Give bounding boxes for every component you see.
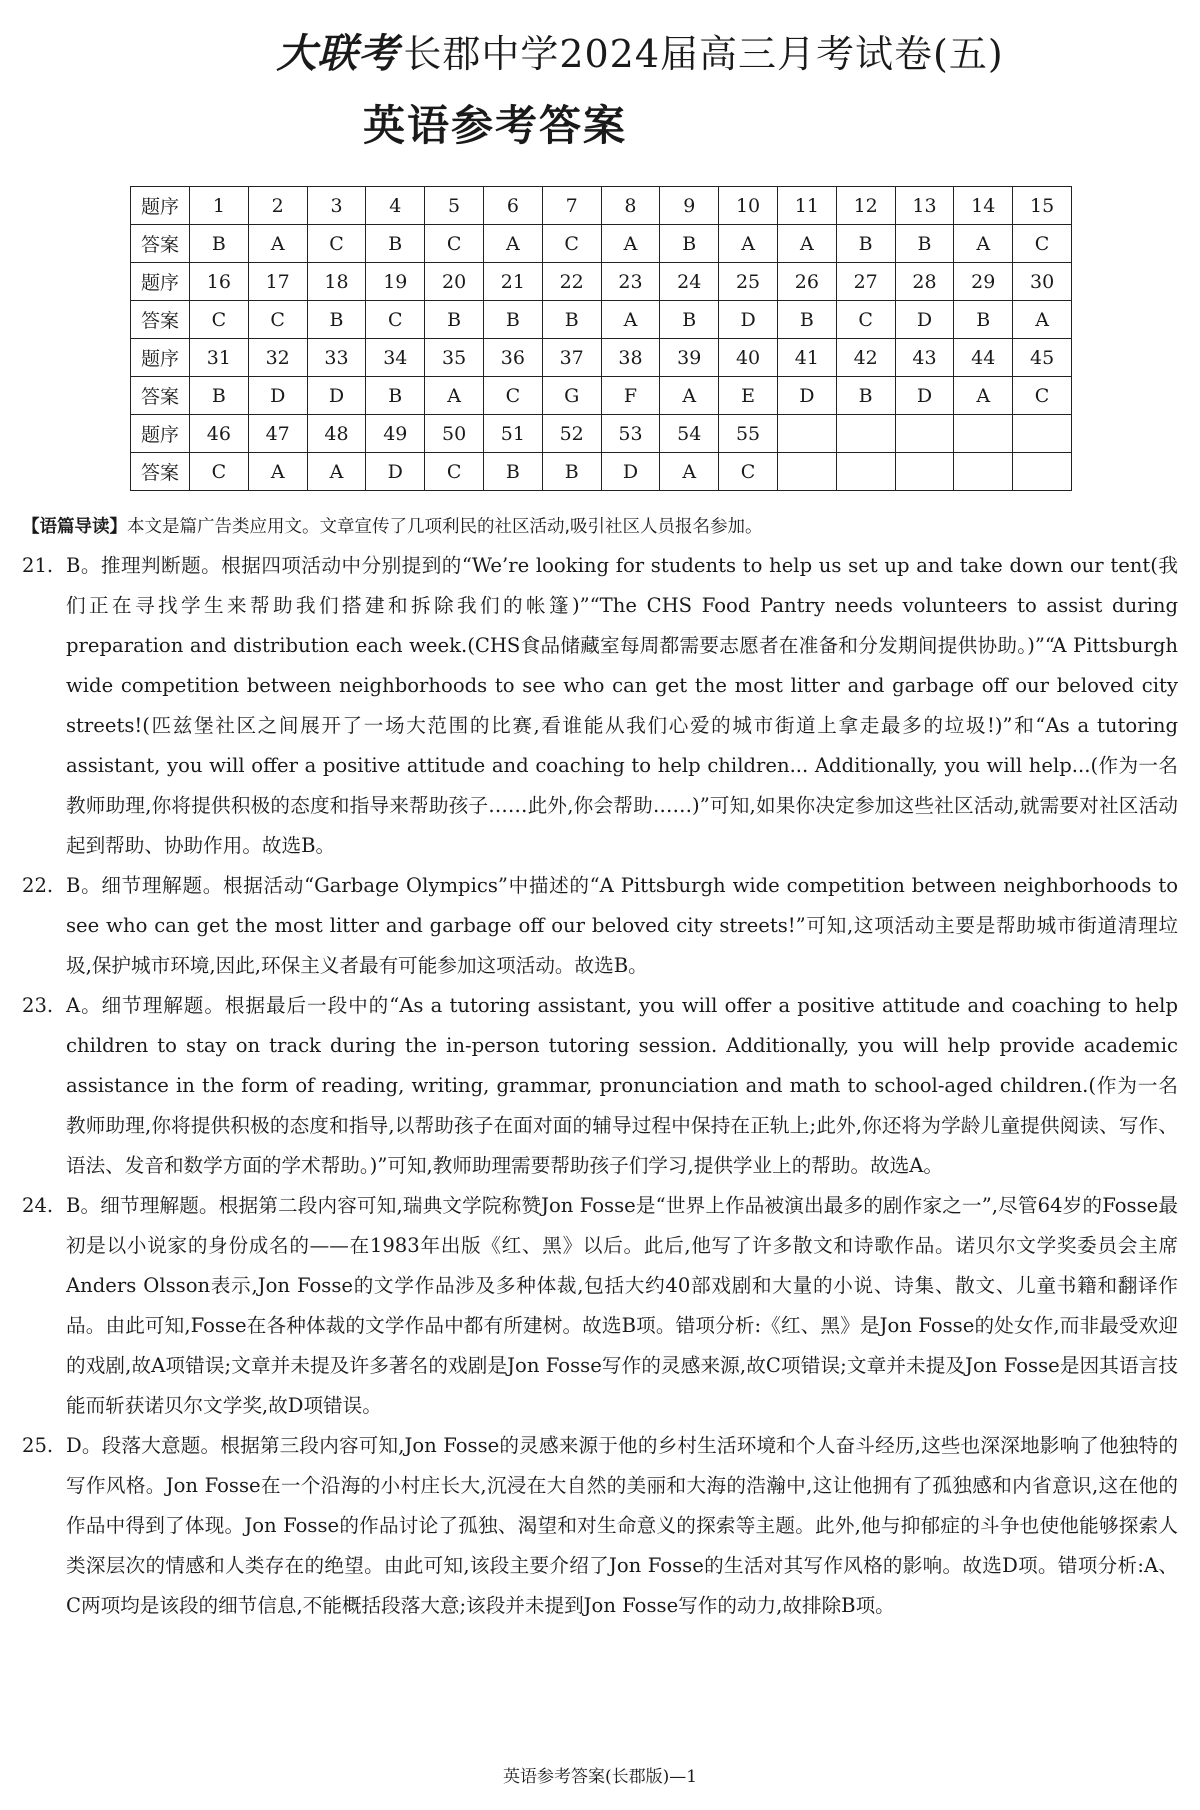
table-row [131,339,1072,377]
table-cell: C [190,301,249,339]
table-row [131,453,1072,491]
item-number: 22. [22,874,54,897]
table-cell: C [719,453,778,491]
table-cell: 4 [366,187,425,225]
table-cell: B [660,301,719,339]
table-cell: A [719,225,778,263]
table-cell: B [954,301,1013,339]
table-cell: 51 [483,415,542,453]
table-cell: 29 [954,263,1013,301]
table-cell: A [307,453,366,491]
page-header [0,22,1200,153]
row-header: 答案 [131,377,190,415]
table-row [131,187,1072,225]
table-cell: 6 [483,187,542,225]
table-cell [954,453,1013,491]
table-cell: C [483,377,542,415]
table-cell: 14 [954,187,1013,225]
table-cell: A [483,225,542,263]
table-cell: 25 [719,263,778,301]
table-cell [954,415,1013,453]
table-cell: 9 [660,187,719,225]
answer-key-title: 英语参考答案 [362,101,627,150]
table-cell: 20 [425,263,484,301]
table-cell: A [777,225,836,263]
table-row [131,301,1072,339]
table-cell: 30 [1013,263,1072,301]
table-cell: B [836,377,895,415]
item-text: B。细节理解题。根据第二段内容可知,瑞典文学院称赞Jon Fosse是“世界上作品被演出最多的剧作家之一”,尽管64岁的Fosse最初是以小说家的身份成名的——在1983年出版《红、黑》以后。此后,他写了许多散文和诗歌作品。诺贝尔文学奖委员会主席Anders Olsson表示,Jon Fosse的文学作品涉及多种体裁,包括大约40部戏剧和大量的小说、诗集、散文、儿童书籍和翻译作品。由此可知,Fosse在各种体裁的文学作品中都有所建树。故选B项。错项分析:《红、黑》是Jon Fosse的处女作,而非最受欢迎的戏剧,故A项错误;文章并未提及许多著名的戏剧是Jon Fosse写作的灵感来源,故C项错误;文章并未提及Jon Fosse是因其语言技能而斩获诺贝尔文学奖,故D项错误。 [66,1194,1178,1417]
table-cell: B [836,225,895,263]
table-cell: 44 [954,339,1013,377]
table-cell [777,415,836,453]
table-cell: E [719,377,778,415]
table-cell: B [542,453,601,491]
table-cell: 32 [248,339,307,377]
table-cell: 5 [425,187,484,225]
table-cell: D [248,377,307,415]
item-number: 23. [22,994,54,1017]
row-header: 题序 [131,187,190,225]
table-cell: C [366,301,425,339]
table-cell: 10 [719,187,778,225]
table-row [131,263,1072,301]
table-cell: 15 [1013,187,1072,225]
table-cell: 7 [542,187,601,225]
table-cell: 2 [248,187,307,225]
table-cell: 40 [719,339,778,377]
table-cell: C [248,301,307,339]
row-header: 答案 [131,453,190,491]
table-cell: D [895,377,954,415]
table-cell: 43 [895,339,954,377]
table-cell: B [483,301,542,339]
table-cell: 13 [895,187,954,225]
table-cell: C [307,225,366,263]
table-cell [836,415,895,453]
table-cell: 19 [366,263,425,301]
table-cell: 55 [719,415,778,453]
table-cell: C [1013,225,1072,263]
explanation-item [22,986,1178,1186]
table-cell: D [719,301,778,339]
table-cell: B [542,301,601,339]
row-header: 题序 [131,339,190,377]
table-cell: F [601,377,660,415]
row-header: 题序 [131,263,190,301]
table-cell: 39 [660,339,719,377]
table-cell: G [542,377,601,415]
explanation-item [22,866,1178,986]
table-cell: B [895,225,954,263]
table-cell: C [1013,377,1072,415]
table-cell: B [366,377,425,415]
table-cell: C [542,225,601,263]
table-cell: C [190,453,249,491]
table-cell: A [954,225,1013,263]
table-cell: 1 [190,187,249,225]
table-cell [895,453,954,491]
table-cell: A [425,377,484,415]
table-cell: 8 [601,187,660,225]
table-cell: 37 [542,339,601,377]
table-cell: 42 [836,339,895,377]
table-cell: 52 [542,415,601,453]
item-text: B。推理判断题。根据四项活动中分别提到的“We’re looking for students to help us set up and take down our tent(我们正在寻找学生来帮助我们搭建和拆除我们的帐篷)”“The CHS Food Pantry needs volunteers to assist during preparation and distribution each week.(CHS食品储藏室每周都需要志愿者在准备和分发期间提供协助。)”“A Pittsburgh wide competition between neighborhoods to see who can get the most litter and garbage off our beloved city streets!(匹兹堡社区之间展开了一场大范围的比赛,看谁能从我们心爱的城市街道上拿走最多的垃圾!)”和“As a tutoring assistant, you will offer a positive attitude and coaching to help children... Additionally, you will help...(作为一名教师助理,你将提供积极的态度和指导来帮助孩子……此外,你会帮助……)”可知,如果你决定参加这些社区活动,就需要对社区活动起到帮助、协助作用。故选B。 [66,554,1178,857]
explanation-item [22,546,1178,866]
item-number: 21. [22,554,54,577]
table-cell: 27 [836,263,895,301]
table-cell: C [425,453,484,491]
item-number: 25. [22,1434,54,1457]
table-cell: 49 [366,415,425,453]
table-cell: 47 [248,415,307,453]
table-cell: A [248,453,307,491]
passage-guide [22,510,1178,544]
table-cell: D [601,453,660,491]
table-cell: 31 [190,339,249,377]
table-row [131,225,1072,263]
passage-guide-label: 【语篇导读】 [22,517,127,537]
table-cell: 3 [307,187,366,225]
item-text: B。细节理解题。根据活动“Garbage Olympics”中描述的“A Pittsburgh wide competition between neighborhoods to see who can get the most litter and garbage off our beloved city streets!”可知,这项活动主要是帮助城市街道清理垃圾,保护城市环境,因此,环保主义者最有可能参加这项活动。故选B。 [66,874,1178,977]
table-cell: B [190,377,249,415]
table-cell: 24 [660,263,719,301]
table-cell: B [366,225,425,263]
table-cell [1013,453,1072,491]
table-cell: A [660,377,719,415]
table-cell: A [248,225,307,263]
table-cell: 28 [895,263,954,301]
row-header: 题序 [131,415,190,453]
table-cell: 41 [777,339,836,377]
table-cell: 33 [307,339,366,377]
table-cell: 16 [190,263,249,301]
table-cell: B [425,301,484,339]
table-cell: 26 [777,263,836,301]
table-cell: 36 [483,339,542,377]
table-cell: B [307,301,366,339]
table-cell: 17 [248,263,307,301]
explanation-item [22,1426,1178,1626]
table-cell: 48 [307,415,366,453]
passage-guide-text: 本文是篇广告类应用文。文章宣传了几项利民的社区活动,吸引社区人员报名参加。 [127,517,763,537]
table-row [131,415,1072,453]
item-text: D。段落大意题。根据第三段内容可知,Jon Fosse的灵感来源于他的乡村生活环境和个人奋斗经历,这些也深深地影响了他独特的写作风格。Jon Fosse在一个沿海的小村庄长大,沉浸在大自然的美丽和大海的浩瀚中,这让他拥有了孤独感和内省意识,这在他的作品中得到了体现。Jon Fosse的作品讨论了孤独、渴望和对生命意义的探索等主题。此外,他与抑郁症的斗争也使他能够探索人类深层次的情感和人类存在的绝望。由此可知,该段主要介绍了Jon Fosse的生活对其写作风格的影响。故选D项。错项分析:A、C两项均是该段的细节信息,不能概括段落大意;该段并未提到Jon Fosse写作的动力,故排除B项。 [66,1434,1178,1617]
table-cell: A [601,225,660,263]
table-cell: 11 [777,187,836,225]
item-number: 24. [22,1194,54,1217]
exam-title: 长郡中学2024届高三月考试卷(五) [403,32,1004,76]
table-cell [1013,415,1072,453]
table-cell: D [895,301,954,339]
table-cell [836,453,895,491]
table-cell: 53 [601,415,660,453]
table-cell: D [777,377,836,415]
table-cell: 54 [660,415,719,453]
table-cell: C [836,301,895,339]
table-cell: B [777,301,836,339]
explanations [22,510,1178,1626]
table-cell [895,415,954,453]
table-cell: B [660,225,719,263]
title-line [80,22,1200,79]
table-cell: D [366,453,425,491]
table-cell: A [601,301,660,339]
item-text: A。细节理解题。根据最后一段中的“As a tutoring assistant, you will offer a positive attitude and coaching to help children to stay on track during the in-person tutoring session. Additionally, you will help provide academic assistance in the form of reading, writing, grammar, pronunciation and math to school-aged children.(作为一名教师助理,你将提供积极的态度和指导,以帮助孩子在面对面的辅导过程中保持在正轨上;此外,你还将为学龄儿童提供阅读、写作、语法、发音和数学方面的学术帮助。)”可知,教师助理需要帮助孩子们学习,提供学业上的帮助。故选A。 [66,994,1178,1177]
answer-table [130,186,1072,491]
table-cell: A [954,377,1013,415]
table-cell: 50 [425,415,484,453]
table-cell: A [660,453,719,491]
table-cell: B [483,453,542,491]
brand-logo-text: 大联考 [276,31,400,77]
table-cell: A [1013,301,1072,339]
explanation-item [22,1186,1178,1426]
table-cell: 46 [190,415,249,453]
table-cell: B [190,225,249,263]
row-header: 答案 [131,225,190,263]
table-cell: D [307,377,366,415]
table-cell: 34 [366,339,425,377]
table-cell: 22 [542,263,601,301]
table-row [131,377,1072,415]
table-cell: 18 [307,263,366,301]
table-cell: 21 [483,263,542,301]
table-cell: 38 [601,339,660,377]
row-header: 答案 [131,301,190,339]
table-cell [777,453,836,491]
table-cell: 12 [836,187,895,225]
table-cell: 45 [1013,339,1072,377]
table-cell: 35 [425,339,484,377]
table-cell: 23 [601,263,660,301]
table-cell: C [425,225,484,263]
page-footer: 英语参考答案(长郡版)—1 [502,1767,698,1787]
